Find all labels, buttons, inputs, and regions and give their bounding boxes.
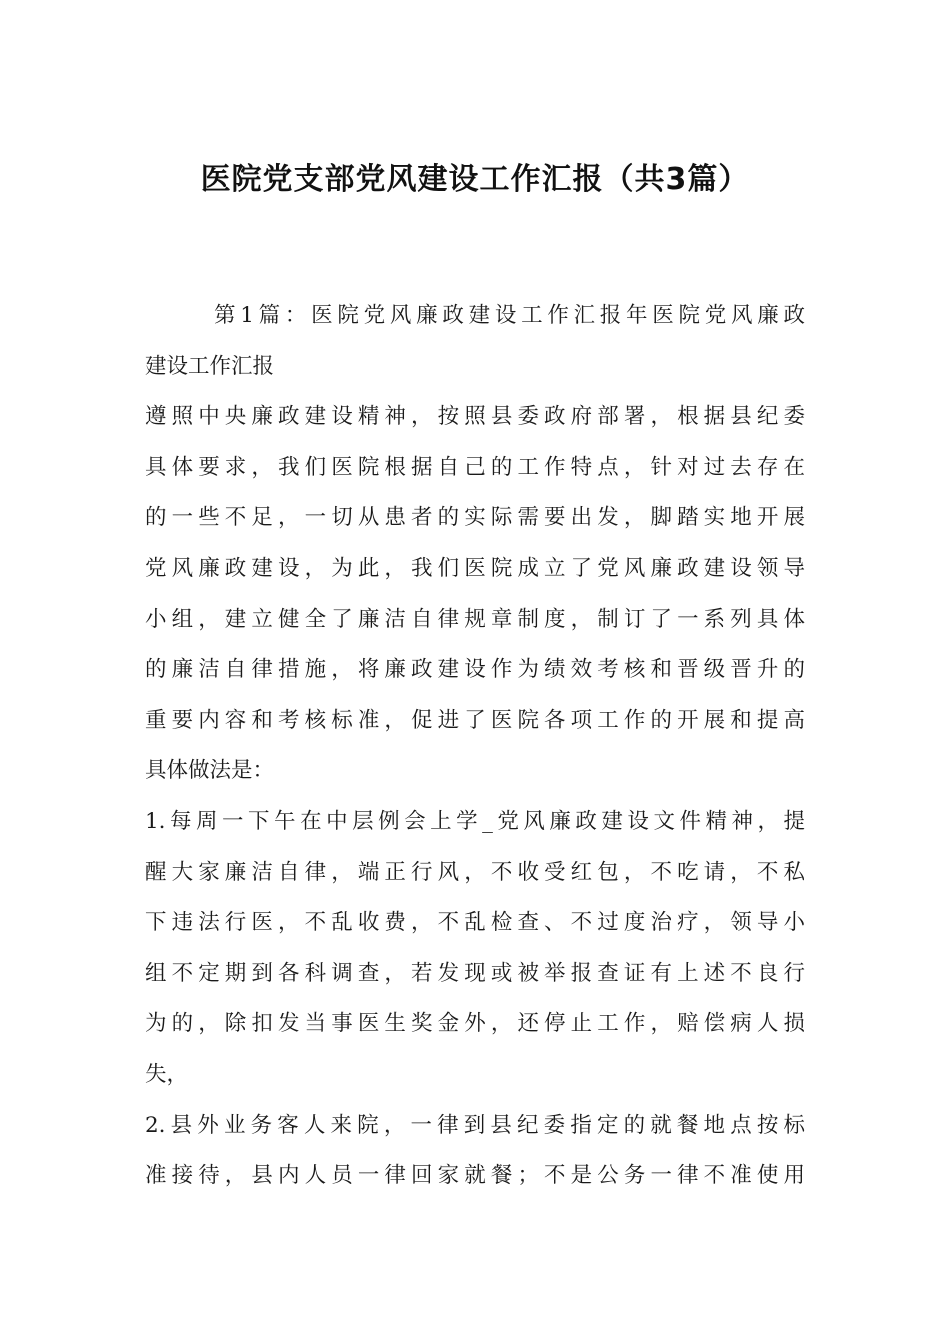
body-line: 具体做法是： xyxy=(145,758,275,784)
body-line: 建设工作汇报 xyxy=(145,353,275,379)
body-line: 醒大家廉洁自律，端正行风，不收受红包，不吃请，不私 xyxy=(145,859,805,885)
body-line: 党风廉政建设，为此，我们医院成立了党风廉政建设领导 xyxy=(145,555,805,581)
document-body xyxy=(145,291,805,1202)
body-line: 具体要求，我们医院根据自己的工作特点，针对过去存在 xyxy=(145,454,805,480)
body-line: 1.每周一下午在中层例会上学_党风廉政建设文件精神，提 xyxy=(145,808,805,834)
body-line: 的一些不足，一切从患者的实际需要出发，脚踏实地开展 xyxy=(145,505,805,531)
body-line: 遵照中央廉政建设精神，按照县委政府部署，根据县纪委 xyxy=(145,404,805,430)
body-line: 第1篇：医院党风廉政建设工作汇报年医院党风廉政 xyxy=(214,303,805,328)
document-title: 医院党支部党风建设工作汇报（共3篇） xyxy=(200,162,750,197)
body-line: 的廉洁自律措施，将廉政建设作为绩效考核和晋级晋升的 xyxy=(145,657,805,683)
body-line: 重要内容和考核标准，促进了医院各项工作的开展和提高 xyxy=(145,707,805,733)
body-line: 失， xyxy=(145,1061,189,1087)
body-line: 小组，建立健全了廉洁自律规章制度，制订了一系列具体 xyxy=(145,606,805,632)
body-line: 组不定期到各科调查，若发现或被举报查证有上述不良行 xyxy=(145,960,805,986)
body-line: 为的，除扣发当事医生奖金外，还停止工作，赔偿病人损 xyxy=(145,1011,805,1037)
body-line: 下违法行医，不乱收费，不乱检查、不过度治疗，领导小 xyxy=(145,910,805,936)
body-line: 准接待，县内人员一律回家就餐；不是公务一律不准使用 xyxy=(145,1163,805,1189)
body-line: 2.县外业务客人来院，一律到县纪委指定的就餐地点按标 xyxy=(145,1112,805,1138)
